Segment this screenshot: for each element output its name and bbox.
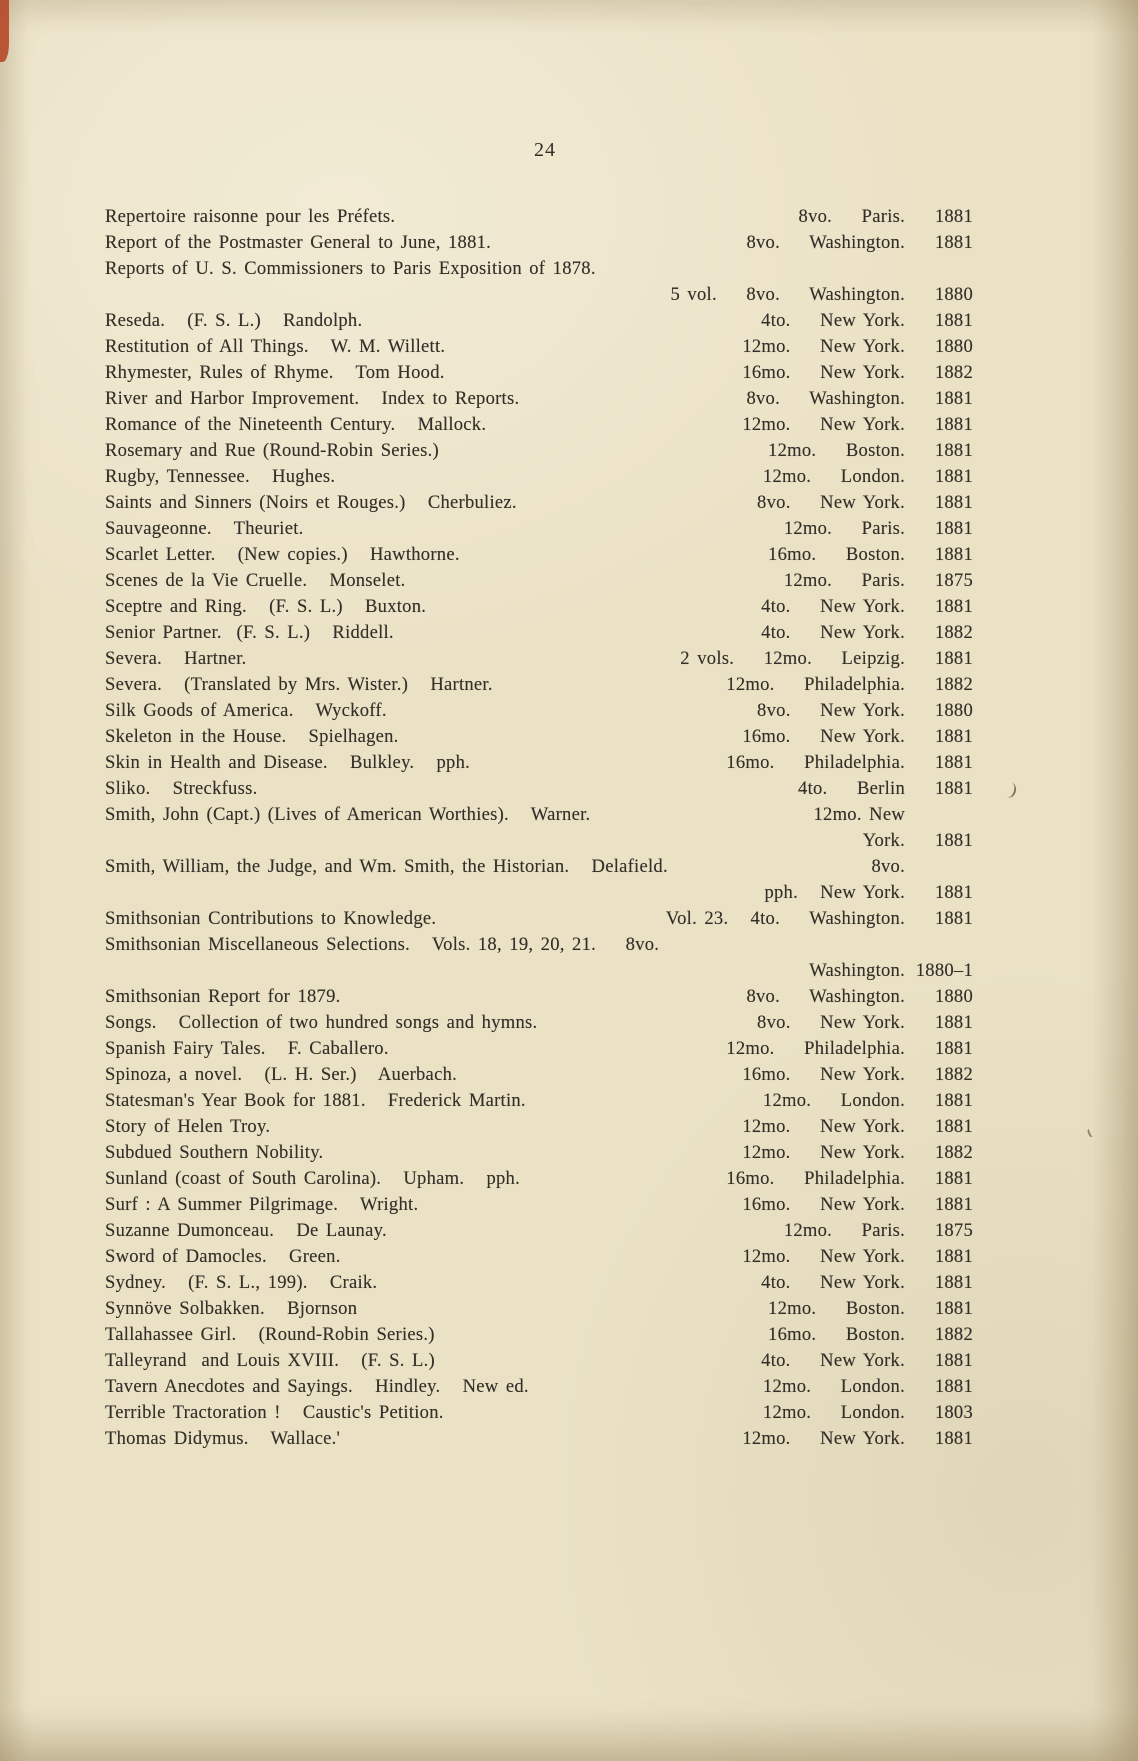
entry-year: 1881: [934, 440, 973, 461]
entry-year: 1881: [934, 388, 973, 409]
entry-title: Sauvageonne. Theuriet.: [105, 518, 304, 539]
entry-year: 1875: [934, 570, 973, 591]
entry-year: 1881: [934, 544, 973, 565]
entry-year: 1881: [934, 648, 973, 669]
entry-year: 1881: [934, 414, 973, 435]
entry-title: Restitution of All Things. W. M. Willett.: [105, 336, 446, 357]
entry-year: 1882: [934, 1324, 973, 1345]
catalog-row: [105, 880, 973, 906]
scan-speck: [1000, 780, 1018, 800]
catalog-row: [105, 646, 973, 672]
entry-title: Synnöve Solbakken. Bjornson: [105, 1298, 358, 1319]
entry-format-place: 12mo. Paris.: [783, 570, 905, 591]
catalog-row: [105, 230, 973, 256]
catalog-row: [105, 1010, 973, 1036]
entry-format-place: 8vo. Washington.: [746, 232, 905, 253]
entry-format-place: 12mo. New York.: [742, 414, 905, 435]
entry-format-place: 8vo. New York.: [757, 700, 905, 721]
catalog-list: [105, 204, 973, 1452]
entry-year: 1881: [934, 206, 973, 227]
catalog-row: [105, 204, 973, 230]
entry-year: 1880–1: [915, 960, 973, 981]
entry-year: 1881: [934, 752, 973, 773]
entry-title: Severa. (Translated by Mrs. Wister.) Hartner.: [105, 674, 493, 695]
entry-year: 1881: [934, 1246, 973, 1267]
catalog-row: [105, 308, 973, 334]
entry-title: Surf : A Summer Pilgrimage. Wright.: [105, 1194, 419, 1215]
catalog-row: [105, 802, 973, 828]
catalog-row: [105, 672, 973, 698]
entry-format-place: 12mo. Paris.: [783, 1220, 905, 1241]
entry-year: 1881: [934, 1012, 973, 1033]
entry-format-place: 12mo. Philadelphia.: [726, 1038, 905, 1059]
catalog-row: [105, 594, 973, 620]
entry-year: 1882: [934, 1142, 973, 1163]
entry-title: Saints and Sinners (Noirs et Rouges.) Cherbuliez.: [105, 492, 517, 513]
entry-title: Sunland (coast of South Carolina). Upham. pph.: [105, 1168, 521, 1189]
catalog-row: [105, 1244, 973, 1270]
entry-year: 1882: [934, 1064, 973, 1085]
entry-format-place: 4to. New York.: [761, 596, 905, 617]
entry-title: Sliko. Streckfuss.: [105, 778, 258, 799]
entry-format-place: 8vo. Paris.: [798, 206, 905, 227]
entry-title: Scarlet Letter. (New copies.) Hawthorne.: [105, 544, 460, 565]
entry-format-place: 16mo. Boston.: [768, 544, 905, 565]
entry-format-place: 16mo. Philadelphia.: [726, 752, 905, 773]
catalog-row: [105, 516, 973, 542]
entry-format-place: 12mo. London.: [762, 466, 905, 487]
catalog-row: [105, 958, 973, 984]
catalog-row: [105, 984, 973, 1010]
entry-year: 1881: [934, 1298, 973, 1319]
entry-format-place: 12mo. New: [813, 804, 905, 825]
entry-title: Senior Partner. (F. S. L.) Riddell.: [105, 622, 394, 643]
catalog-row: [105, 1114, 973, 1140]
page-number: 24: [534, 139, 556, 161]
entry-title: Scenes de la Vie Cruelle. Monselet.: [105, 570, 406, 591]
entry-title: Statesman's Year Book for 1881. Frederick Martin.: [105, 1090, 526, 1111]
entry-title: Reseda. (F. S. L.) Randolph.: [105, 310, 363, 331]
entry-year: 1881: [934, 466, 973, 487]
catalog-row: [105, 828, 973, 854]
entry-title: Report of the Postmaster General to June, 1881.: [105, 232, 492, 253]
entry-title: Sword of Damocles. Green.: [105, 1246, 341, 1267]
entry-title: Subdued Southern Nobility.: [105, 1142, 324, 1163]
catalog-row: [105, 542, 973, 568]
catalog-row: [105, 1348, 973, 1374]
entry-year: 1880: [934, 700, 973, 721]
entry-format-place: 4to. New York.: [761, 622, 905, 643]
entry-title: Talleyrand and Louis XVIII. (F. S. L.): [105, 1350, 435, 1371]
entry-title: Silk Goods of America. Wyckoff.: [105, 700, 387, 721]
entry-title: Story of Helen Troy.: [105, 1116, 271, 1137]
catalog-row: [105, 1296, 973, 1322]
entry-title: Rugby, Tennessee. Hughes.: [105, 466, 336, 487]
entry-title: Skin in Health and Disease. Bulkley. pph.: [105, 752, 471, 773]
entry-year: 1882: [934, 362, 973, 383]
entry-format-place: 8vo.: [871, 856, 905, 877]
entry-format-place: 8vo. Washington.: [746, 388, 905, 409]
entry-format-place: 12mo. New York.: [742, 336, 905, 357]
entry-title: Spanish Fairy Tales. F. Caballero.: [105, 1038, 389, 1059]
catalog-row: [105, 1192, 973, 1218]
entry-format-place: 16mo. New York.: [742, 362, 905, 383]
entry-format-place: 16mo. New York.: [742, 726, 905, 747]
entry-title: Smith, William, the Judge, and Wm. Smith, the Historian. Delafield.: [105, 856, 668, 877]
catalog-row: [105, 1088, 973, 1114]
catalog-row: [105, 1218, 973, 1244]
entry-format-place: 8vo. Washington.: [746, 986, 905, 1007]
catalog-row: [105, 620, 973, 646]
entry-format-place: 12mo. Paris.: [783, 518, 905, 539]
entry-format-place: Washington.: [809, 960, 905, 981]
catalog-row: [105, 256, 973, 282]
entry-title: Reports of U. S. Commissioners to Paris Exposition of 1878.: [105, 258, 596, 279]
scan-edge-mark: [0, 0, 9, 62]
entry-year: 1881: [934, 1350, 973, 1371]
entry-year: 1881: [934, 232, 973, 253]
entry-title: Smithsonian Miscellaneous Selections. Vols. 18, 19, 20, 21. 8vo.: [105, 934, 660, 955]
entry-title: Tavern Anecdotes and Sayings. Hindley. New ed.: [105, 1376, 529, 1397]
entry-title: Smithsonian Report for 1879.: [105, 986, 341, 1007]
catalog-row: [105, 1374, 973, 1400]
entry-format-place: 12mo. Boston.: [768, 440, 905, 461]
catalog-row: [105, 1322, 973, 1348]
entry-year: 1881: [934, 310, 973, 331]
entry-title: Songs. Collection of two hundred songs and hymns.: [105, 1012, 538, 1033]
entry-year: 1881: [934, 596, 973, 617]
entry-title: Repertoire raisonne pour les Préfets.: [105, 206, 396, 227]
entry-format-place: 2 vols. 12mo. Leipzig.: [680, 648, 905, 669]
entry-format-place: 12mo. New York.: [742, 1116, 905, 1137]
entry-year: 1880: [934, 986, 973, 1007]
catalog-row: [105, 724, 973, 750]
entry-format-place: York.: [862, 830, 905, 851]
entry-format-place: 5 vol. 8vo. Washington.: [670, 284, 905, 305]
entry-format-place: 12mo. Boston.: [768, 1298, 905, 1319]
entry-year: 1803: [934, 1402, 973, 1423]
entry-title: Terrible Tractoration ! Caustic's Petition.: [105, 1402, 444, 1423]
entry-year: 1882: [934, 674, 973, 695]
entry-year: 1881: [934, 882, 973, 903]
entry-title: Rosemary and Rue (Round-Robin Series.): [105, 440, 439, 461]
entry-format-place: 4to. New York.: [761, 310, 905, 331]
entry-title: Smithsonian Contributions to Knowledge.: [105, 908, 437, 929]
entry-year: 1881: [934, 1272, 973, 1293]
catalog-row: [105, 932, 973, 958]
catalog-row: [105, 386, 973, 412]
entry-title: Severa. Hartner.: [105, 648, 247, 669]
catalog-row: [105, 1062, 973, 1088]
catalog-row: [105, 1426, 973, 1452]
catalog-row: [105, 412, 973, 438]
catalog-row: [105, 490, 973, 516]
catalog-row: [105, 1140, 973, 1166]
entry-format-place: 12mo. New York.: [742, 1142, 905, 1163]
entry-format-place: 12mo. Philadelphia.: [726, 674, 905, 695]
entry-year: 1881: [934, 1428, 973, 1449]
catalog-row: [105, 282, 973, 308]
entry-year: 1881: [934, 778, 973, 799]
entry-title: Suzanne Dumonceau. De Launay.: [105, 1220, 387, 1241]
catalog-row: [105, 1270, 973, 1296]
catalog-row: [105, 750, 973, 776]
entry-format-place: 16mo. New York.: [742, 1194, 905, 1215]
entry-year: 1881: [934, 908, 973, 929]
entry-title: Spinoza, a novel. (L. H. Ser.) Auerbach.: [105, 1064, 458, 1085]
entry-format-place: 4to. Berlin: [798, 778, 905, 799]
entry-year: 1881: [934, 1168, 973, 1189]
entry-format-place: 4to. New York.: [761, 1350, 905, 1371]
entry-format-place: 4to. New York.: [761, 1272, 905, 1293]
entry-title: Skeleton in the House. Spielhagen.: [105, 726, 399, 747]
entry-format-place: 12mo. London.: [762, 1402, 905, 1423]
entry-year: 1882: [934, 622, 973, 643]
entry-year: 1875: [934, 1220, 973, 1241]
catalog-row: [105, 360, 973, 386]
catalog-row: [105, 854, 973, 880]
catalog-row: [105, 698, 973, 724]
entry-year: 1880: [934, 284, 973, 305]
entry-format-place: 12mo. New York.: [742, 1246, 905, 1267]
entry-format-place: pph. New York.: [764, 882, 905, 903]
entry-title: Thomas Didymus. Wallace.': [105, 1428, 341, 1449]
entry-title: River and Harbor Improvement. Index to Reports.: [105, 388, 520, 409]
catalog-row: [105, 776, 973, 802]
entry-year: 1881: [934, 1194, 973, 1215]
scan-speck: [1086, 1127, 1096, 1138]
catalog-row: [105, 568, 973, 594]
entry-year: 1881: [934, 1090, 973, 1111]
entry-title: Rhymester, Rules of Rhyme. Tom Hood.: [105, 362, 445, 383]
entry-format-place: Vol. 23. 4to. Washington.: [665, 908, 905, 929]
catalog-row: [105, 334, 973, 360]
entry-format-place: 12mo. London.: [762, 1090, 905, 1111]
entry-format-place: 8vo. New York.: [757, 1012, 905, 1033]
entry-format-place: 12mo. London.: [762, 1376, 905, 1397]
entry-year: 1881: [934, 830, 973, 851]
entry-format-place: 16mo. Philadelphia.: [726, 1168, 905, 1189]
catalog-row: [105, 1036, 973, 1062]
entry-title: Sceptre and Ring. (F. S. L.) Buxton.: [105, 596, 427, 617]
entry-year: 1880: [934, 336, 973, 357]
catalog-row: [105, 464, 973, 490]
entry-title: Sydney. (F. S. L., 199). Craik.: [105, 1272, 378, 1293]
entry-format-place: 12mo. New York.: [742, 1428, 905, 1449]
entry-year: 1881: [934, 1376, 973, 1397]
entry-title: Tallahassee Girl. (Round-Robin Series.): [105, 1324, 435, 1345]
catalog-row: [105, 1166, 973, 1192]
entry-format-place: 16mo. New York.: [742, 1064, 905, 1085]
entry-title: Smith, John (Capt.) (Lives of American Worthies). Warner.: [105, 804, 591, 825]
entry-format-place: 16mo. Boston.: [768, 1324, 905, 1345]
catalog-row: [105, 906, 973, 932]
entry-year: 1881: [934, 1038, 973, 1059]
entry-year: 1881: [934, 518, 973, 539]
entry-format-place: 8vo. New York.: [757, 492, 905, 513]
catalog-row: [105, 1400, 973, 1426]
entry-title: Romance of the Nineteenth Century. Mallock.: [105, 414, 487, 435]
entry-year: 1881: [934, 726, 973, 747]
entry-year: 1881: [934, 1116, 973, 1137]
entry-year: 1881: [934, 492, 973, 513]
catalog-row: [105, 438, 973, 464]
